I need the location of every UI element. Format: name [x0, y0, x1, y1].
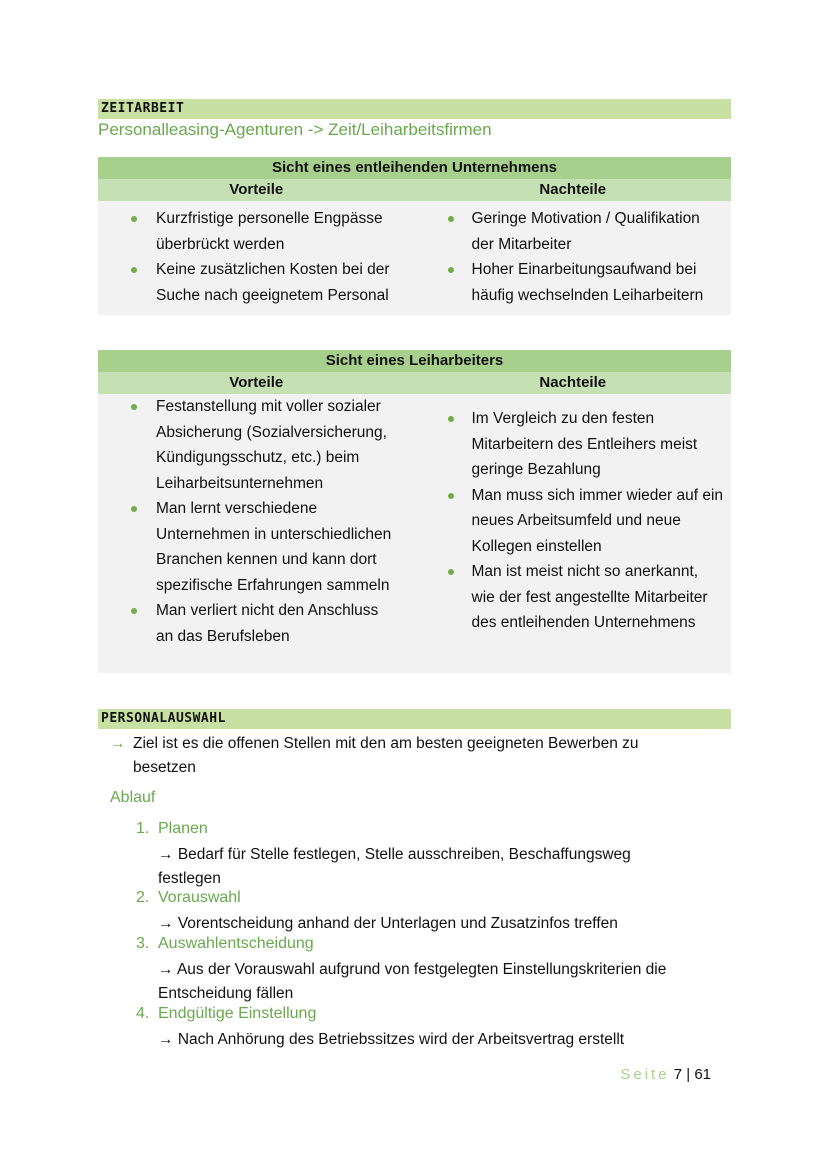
table-header-row: [98, 179, 731, 201]
heading-text: PERSONALAUSWAHL: [101, 711, 226, 726]
list-item: Man verliert nicht den Anschluss an das Berufsleben: [98, 598, 398, 649]
section-subtitle: Personalleasing-Agenturen -> Zeit/Leiharbeitsfirmen: [98, 120, 492, 139]
table-title: Sicht eines Leiharbeiters: [98, 350, 731, 372]
step-number: 1.: [136, 820, 150, 837]
table-leiharbeiter: [98, 350, 731, 673]
table-body: [98, 394, 731, 673]
page-number: 7: [673, 1066, 683, 1083]
list-item: Man lernt verschiedene Unternehmen in unterschiedlichen Branchen kennen und kann dort spezifische Erfahrungen sammeln: [98, 496, 398, 598]
col-header-nachteile: Nachteile: [539, 181, 607, 198]
list-item: Im Vergleich zu den festen Mitarbeitern des Entleihers meist geringe Bezahlung: [415, 406, 725, 483]
table-header-row: [98, 372, 731, 394]
arrow-icon: →: [110, 735, 126, 752]
section-heading-zeitarbeit: [98, 99, 731, 119]
step-title: Auswahlentscheidung: [158, 935, 314, 952]
footer-label: Seite: [620, 1066, 670, 1083]
ablauf-heading: Ablauf: [110, 789, 156, 806]
list-item: Man ist meist nicht so anerkannt, wie der fest angestellte Mitarbeiter des entleihenden Unternehmens: [415, 559, 725, 636]
table-entleihendes-unternehmen: [98, 157, 731, 315]
step-text: [158, 958, 718, 1006]
arrow-icon: →: [158, 915, 174, 932]
list-item: Keine zusätzlichen Kosten bei der Suche nach geeignetem Personal: [98, 257, 403, 308]
list-item: Man muss sich immer wieder auf ein neues Arbeitsumfeld und neue Kollegen einstellen: [415, 483, 725, 560]
arrow-icon: →: [158, 961, 174, 978]
step-number: 3.: [136, 935, 150, 952]
table-title: Sicht eines entleihenden Unternehmens: [98, 157, 731, 179]
step-description: Aus der Vorauswahl aufgrund von festgelegten Einstellungskriterien die Entscheidung fällen: [158, 961, 667, 1002]
intro-text: Ziel ist es die offenen Stellen mit den am besten geeigneten Bewerben zu besetzen: [133, 735, 639, 776]
footer-separator: |: [686, 1066, 691, 1083]
step-text: [158, 1028, 718, 1052]
intro-paragraph: [110, 732, 690, 780]
page-total: 61: [694, 1066, 711, 1083]
step-title: Planen: [158, 820, 208, 837]
col-nachteile: [415, 206, 732, 315]
arrow-icon: →: [158, 846, 174, 863]
step-title: Endgültige Einstellung: [158, 1005, 317, 1022]
list-item: Hoher Einarbeitungsaufwand bei häufig wechselnden Leiharbeitern: [415, 257, 725, 308]
step-number: 4.: [136, 1005, 150, 1022]
heading-text: ZEITARBEIT: [101, 101, 185, 116]
list-item: Festanstellung mit voller sozialer Absicherung (Sozialversicherung, Kündigungsschutz, etc.) beim Leiharbeitsunternehmen: [98, 394, 398, 496]
step-title: Vorauswahl: [158, 889, 241, 906]
col-header-nachteile: Nachteile: [539, 374, 607, 391]
list-item: Kurzfristige personelle Engpässe überbrückt werden: [98, 206, 403, 257]
step-description: Nach Anhörung des Betriebssitzes wird der Arbeitsvertrag erstellt: [177, 1031, 625, 1048]
step-description: Vorentscheidung anhand der Unterlagen und Zusatzinfos treffen: [177, 915, 618, 932]
col-nachteile: [415, 394, 732, 673]
arrow-icon: →: [158, 1031, 174, 1048]
step-text: [158, 843, 678, 891]
list-item: Geringe Motivation / Qualifikation der Mitarbeiter: [415, 206, 725, 257]
col-header-vorteile: Vorteile: [229, 181, 284, 198]
page-footer: [620, 1066, 711, 1083]
col-vorteile: [98, 206, 415, 315]
table-body: [98, 201, 731, 315]
col-vorteile: [98, 394, 415, 673]
col-header-vorteile: Vorteile: [229, 374, 284, 391]
step-text: [158, 912, 698, 936]
section-heading-personalauswahl: [98, 709, 731, 729]
step-number: 2.: [136, 889, 150, 906]
step-description: Bedarf für Stelle festlegen, Stelle ausschreiben, Beschaffungsweg festlegen: [158, 846, 631, 887]
